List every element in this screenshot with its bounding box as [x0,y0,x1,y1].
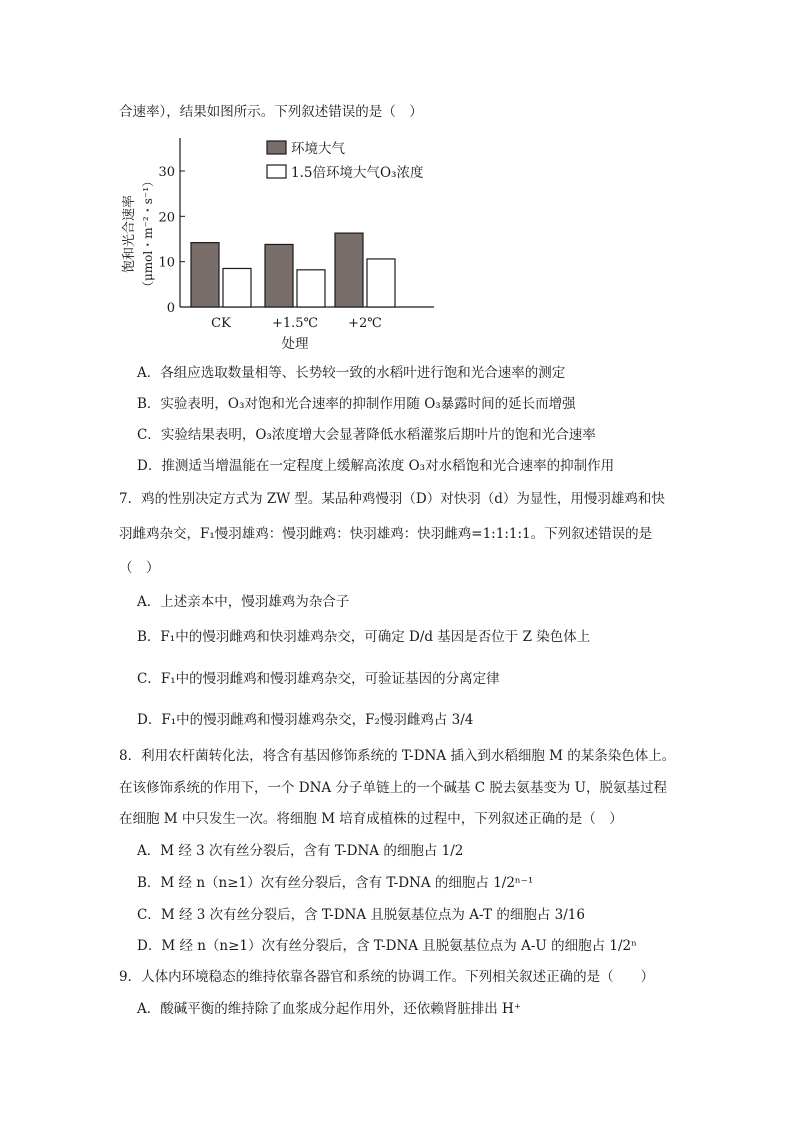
q6-option-a: A．各组应选取数量相等、长势较一致的水稻叶进行饱和光合速率的测定 [137,365,566,381]
q7-stem-line2: 羽雌鸡杂交，F₁慢羽雄鸡：慢羽雌鸡：快羽雄鸡：快羽雌鸡=1:1:1:1。下列叙述错误的是 [119,526,653,542]
x-tick-label: +1.5℃ [271,316,319,331]
bar-ambient [335,233,363,307]
question-6-stem-tail: 合速率），结果如图所示。下列叙述错误的是（ ） [119,104,423,120]
q8-option-b: B．M 经 n（n≥1）次有丝分裂后，含有 T-DNA 的细胞占 1/2ⁿ⁻¹ [137,875,534,891]
q8-option-a: A．M 经 3 次有丝分裂后，含有 T-DNA 的细胞占 1/2 [137,843,464,859]
legend-label: 1.5倍环境大气O₃浓度 [291,165,424,181]
q8-stem-line2: 在该修饰系统的作用下，一个 DNA 分子单链上的一个碱基 C 脱去氨基变为 U，脱氨基过程 [119,780,668,796]
x-tick-label: +2℃ [348,316,382,331]
q7-option-b: B．F₁中的慢羽雌鸡和快羽雄鸡杂交，可确定 D/d 基因是否位于 Z 染色体上 [137,629,591,645]
q7-option-c: C．F₁中的慢羽雌鸡和慢羽雄鸡杂交，可验证基因的分离定律 [137,671,500,687]
bar-elevated-o3 [367,259,395,307]
q6-option-c: C．实验结果表明，O₃浓度增大会显著降低水稻灌浆后期叶片的饱和光合速率 [137,427,596,443]
x-tick-label: CK [211,316,231,331]
bar-elevated-o3 [223,268,251,307]
q8-option-d: D．M 经 n（n≥1）次有丝分裂后，含 T-DNA 且脱氨基位点为 A-U 的细胞占 1/2ⁿ [137,938,637,954]
q7-option-a: A．上述亲本中，慢羽雄鸡为杂合子 [137,594,350,610]
y-tick-label: 10 [158,255,175,271]
bar-elevated-o3 [297,270,325,307]
q9-stem-line1: 9．人体内环境稳态的维持依靠各器官和系统的协调工作。下列相关叙述正确的是（ ） [119,969,655,985]
y-tick-label: 20 [158,210,175,226]
x-axis-title: 处理 [281,336,309,352]
q8-stem-line3: 在细胞 M 中只发生一次。将细胞 M 培育成植株的过程中，下列叙述正确的是（ ） [119,811,623,827]
q9-option-a: A．酸碱平衡的维持除了血浆成分起作用外，还依赖肾脏排出 H⁺ [137,1001,521,1017]
q8-option-c: C．M 经 3 次有丝分裂后，含 T-DNA 且脱氨基位点为 A-T 的细胞占 3/16 [137,907,585,923]
bar-ambient [191,243,219,307]
q8-stem-line1: 8．利用农杆菌转化法，将含有基因修饰系统的 T-DNA 插入到水稻细胞 M 的某条染色体上。 [119,748,676,764]
y-tick-label: 0 [166,301,175,316]
legend-swatch [267,141,286,154]
q7-stem-line3: （ ） [119,560,160,576]
q7-option-d: D．F₁中的慢羽雌鸡和慢羽雄鸡杂交，F₂慢羽雌鸡占 3/4 [137,712,474,728]
y-tick-label: 30 [158,165,175,180]
y-axis-title: 饱和光合速率 [122,194,137,274]
q6-option-d: D．推测适当增温能在一定程度上缓解高浓度 O₃对水稻饱和光合速率的抑制作用 [137,458,615,474]
y-axis-unit: （μmol・m⁻²・s⁻¹） [141,174,155,294]
legend-label: 环境大气 [291,141,345,157]
bar-ambient [265,244,293,307]
q6-option-b: B．实验表明，O₃对饱和光合速率的抑制作用随 O₃暴露时间的延长而增强 [137,396,576,412]
q7-stem-line1: 7．鸡的性别决定方式为 ZW 型。某品种鸡慢羽（D）对快羽（d）为显性，用慢羽雄鸡和快 [119,491,665,507]
legend-swatch [267,165,286,178]
bar-chart [112,132,452,354]
